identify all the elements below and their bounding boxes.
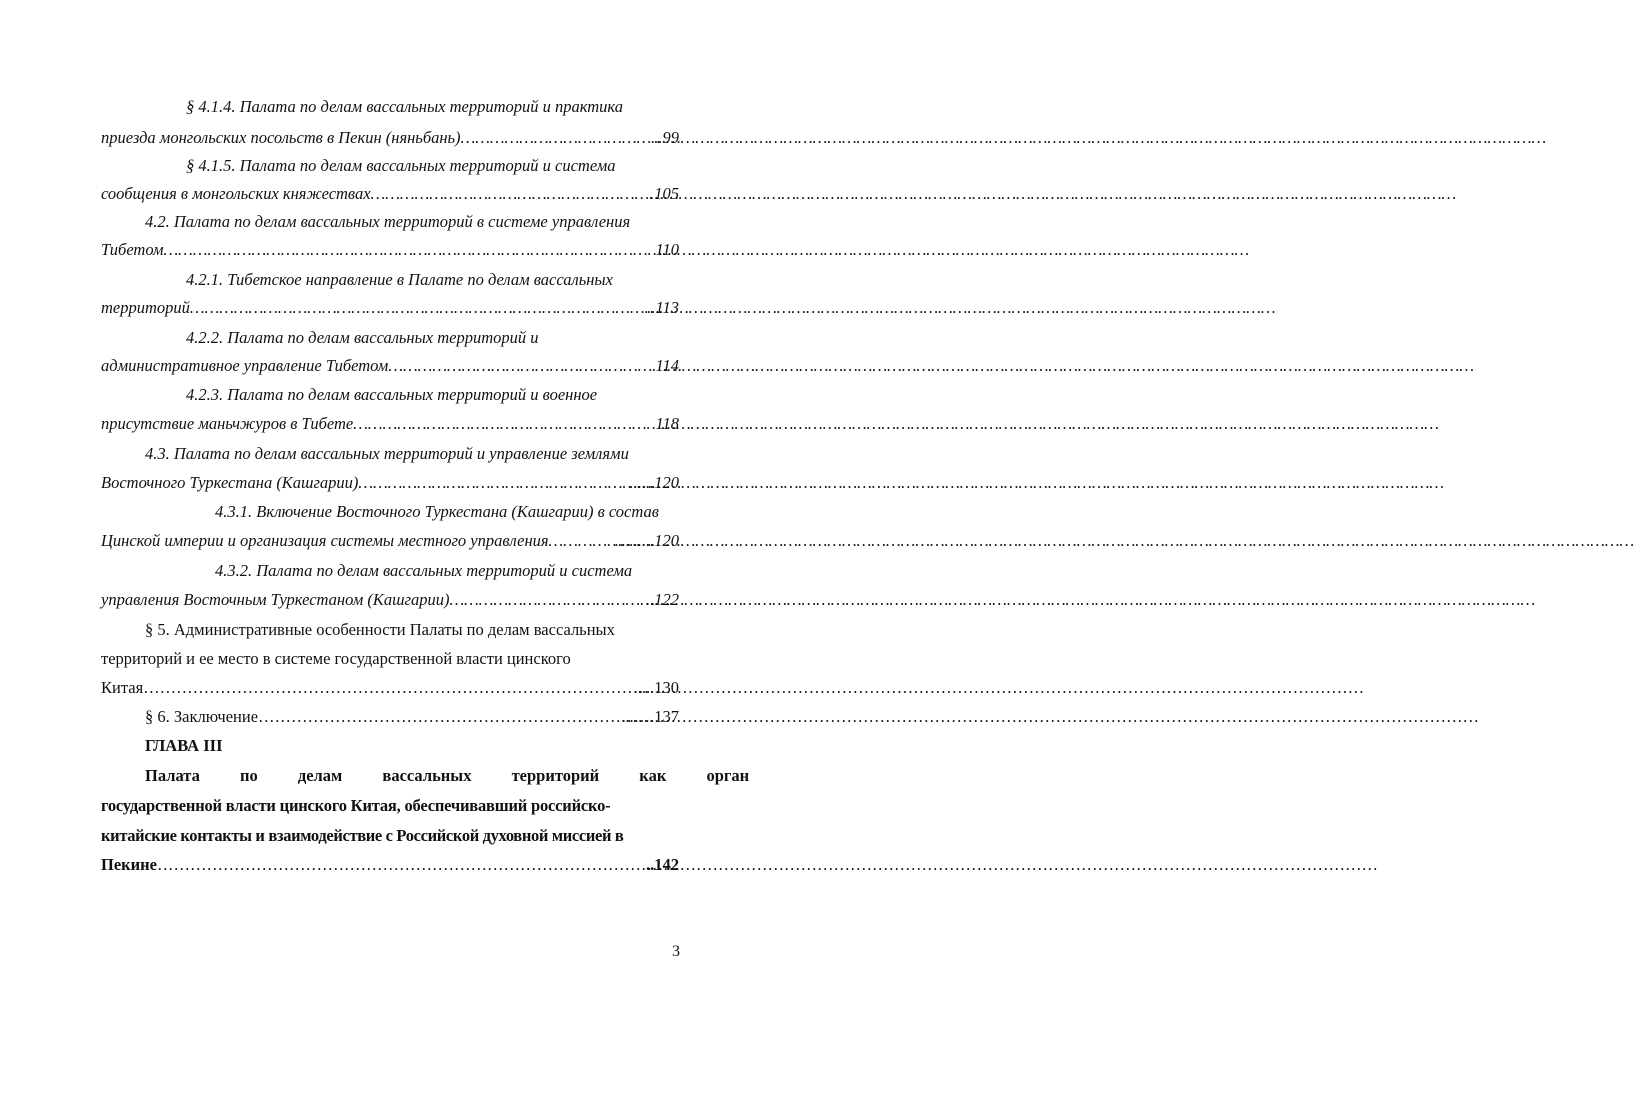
toc-4-1-4-page: ..99: [654, 128, 679, 147]
toc-4-2-2-page: 114: [655, 356, 679, 375]
toc-leader: [353, 414, 655, 434]
toc-leader: [461, 128, 655, 148]
toc-4-3-1-line2: [101, 531, 679, 551]
toc-4-2-page: 110: [655, 240, 679, 259]
toc-4-2-line1: 4.2. Палата по делам вассальных территорий в системе управления: [145, 212, 631, 231]
toc-4-2-1-line2: [101, 298, 679, 318]
toc-s5-line2: территорий и ее место в системе государственной власти цинского: [101, 649, 571, 668]
document-page: [0, 0, 750, 1100]
toc-s6-text: § 6. Заключение: [145, 707, 259, 726]
toc-leader: [258, 707, 621, 727]
toc-leader: [164, 240, 656, 260]
chapter-3-line3: китайские контакты и взаимодействие с Российской духовной миссией в: [101, 826, 624, 845]
toc-4-2-1-text: территорий: [101, 298, 190, 317]
toc-4-3-1-page: …......120: [614, 531, 679, 550]
chapter-3-page: ..142: [646, 855, 679, 874]
toc-leader: [449, 590, 646, 610]
toc-4-1-5-page: .105: [650, 184, 679, 203]
toc-leader: [143, 678, 633, 698]
toc-4-2-2-text: административное управление Тибетом: [101, 356, 389, 375]
toc-4-2-3-text: присутствие маньчжуров в Тибете: [101, 414, 354, 433]
toc-s6-line: [145, 707, 679, 727]
toc-4-2-2-line1: 4.2.2. Палата по делам вассальных территорий и: [186, 328, 539, 347]
toc-4-1-4-line2: [101, 128, 679, 148]
toc-4-2-text: Тибетом: [101, 240, 164, 259]
toc-s5-line1: § 5. Административные особенности Палаты по делам вассальных: [145, 620, 615, 639]
toc-4-2-1-page: ..113: [647, 298, 679, 317]
chapter-3-text: Пекине: [101, 855, 158, 874]
toc-4-3-2-line1: 4.3.2. Палата по делам вассальных территорий и система: [215, 561, 633, 580]
toc-leader: [388, 356, 655, 376]
toc-leader: [157, 855, 646, 875]
toc-4-2-2-line2: [101, 356, 679, 376]
toc-4-3-line2: [101, 473, 679, 493]
toc-s6-page: ...….137: [621, 707, 679, 726]
toc-4-3-2-page: ..122: [646, 590, 679, 609]
toc-s5-page: .....130: [633, 678, 679, 697]
toc-4-2-3-line2: [101, 414, 679, 434]
toc-4-2-line2: [101, 240, 679, 260]
toc-s5-text: Китая: [101, 678, 144, 697]
toc-leader: [358, 473, 629, 493]
toc-s5-line3: [101, 678, 679, 698]
toc-4-3-page: ......120: [629, 473, 679, 492]
toc-4-3-text: Восточного Туркестана (Кашгарии): [101, 473, 359, 492]
chapter-3-line4: [101, 855, 679, 875]
page-number: 3: [672, 943, 680, 960]
toc-leader: [190, 298, 647, 318]
toc-leader: [549, 531, 615, 551]
toc-4-3-2-text: управления Восточным Туркестаном (Кашгарии): [101, 590, 450, 609]
chapter-3-line1: Палата по делам вассальных территорий как орган: [145, 766, 750, 785]
toc-4-1-5-line1: § 4.1.5. Палата по делам вассальных территорий и система: [186, 156, 616, 175]
toc-4-2-3-line1: 4.2.3. Палата по делам вассальных территорий и военное: [186, 385, 598, 404]
toc-4-3-1-line1: 4.3.1. Включение Восточного Туркестана (Кашгарии) в состав: [215, 502, 659, 521]
toc-leader: [371, 184, 651, 204]
toc-4-3-2-line2: [101, 590, 679, 610]
toc-4-2-3-page: 118: [655, 414, 679, 433]
chapter-heading: ГЛАВА III: [145, 736, 223, 755]
toc-4-3-line1: 4.3. Палата по делам вассальных территорий и управление землями: [145, 444, 629, 463]
toc-4-2-1-line1: 4.2.1. Тибетское направление в Палате по делам вассальных: [186, 270, 613, 289]
chapter-3-line2: государственной власти цинского Китая, обеспечивавший российско-: [101, 796, 611, 815]
toc-4-1-5-line2: [101, 184, 679, 204]
toc-4-1-4-line1: § 4.1.4. Палата по делам вассальных территорий и практика: [186, 97, 623, 116]
toc-4-1-4-text: приезда монгольских посольств в Пекин (няньбань): [101, 128, 461, 147]
toc-4-3-1-text: Цинской империи и организация системы местного управления: [101, 531, 549, 550]
toc-4-1-5-text: сообщения в монгольских княжествах: [101, 184, 371, 203]
